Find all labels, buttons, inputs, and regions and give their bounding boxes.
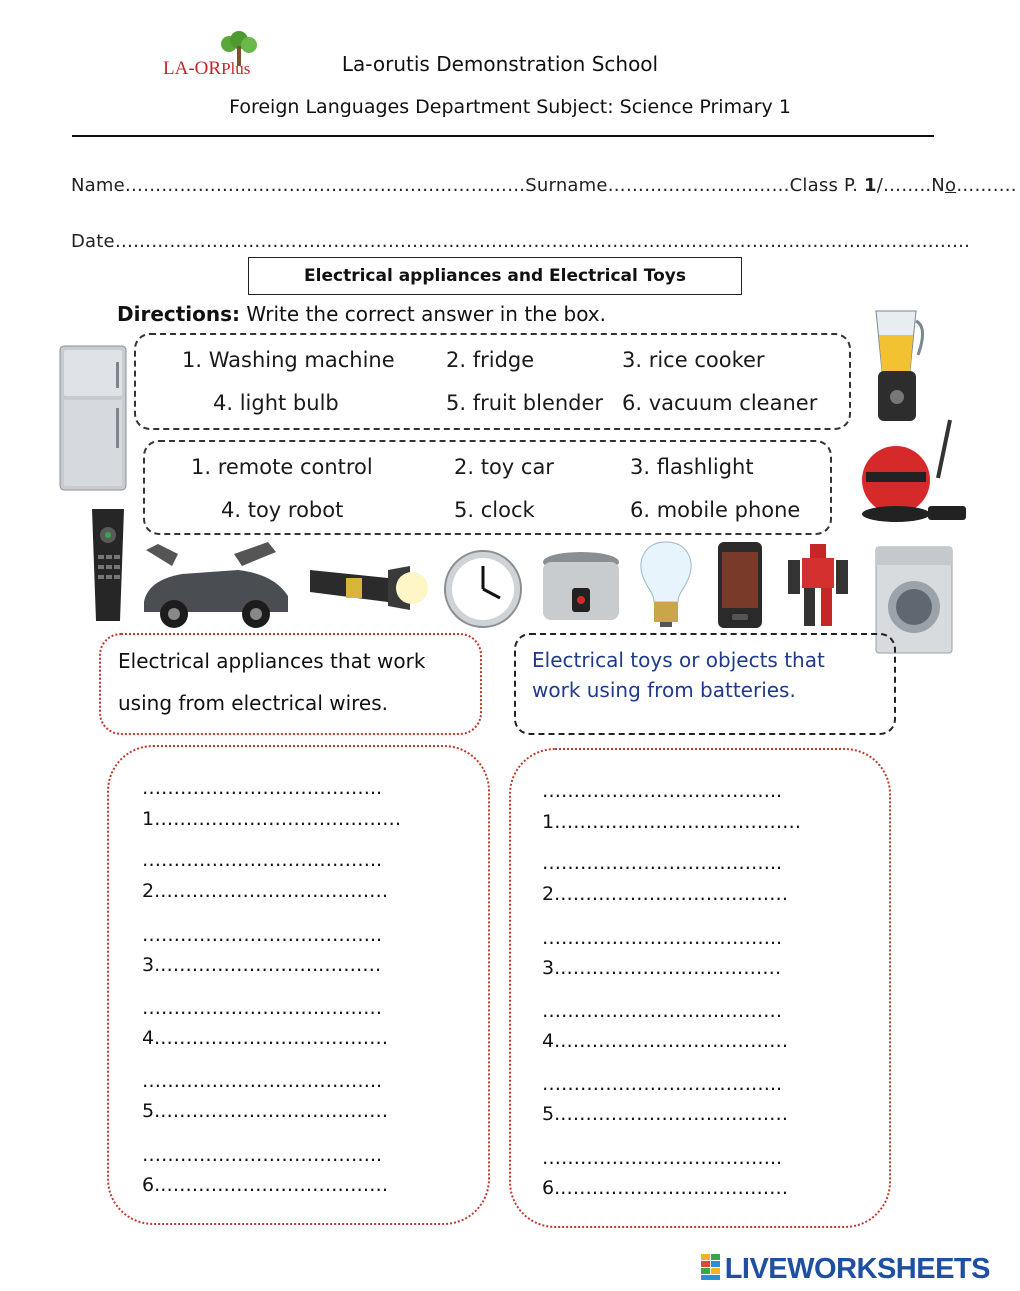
liveworksheets-brand <box>701 1253 990 1286</box>
class-number: 1 <box>864 175 877 196</box>
vacuum-icon <box>856 418 968 530</box>
school-name: La-orutis Demonstration School <box>341 52 659 76</box>
answer-blank[interactable]: ……………………………….. <box>142 1144 383 1166</box>
car-icon <box>138 540 292 632</box>
light-bulb-image[interactable] <box>636 538 696 630</box>
answer-numbered[interactable]: 5.……………………………… <box>542 1103 789 1125</box>
category-batteries-line1: Electrical toys or objects that <box>532 648 825 672</box>
clock-icon <box>442 548 524 630</box>
brand-text: LIVEWORKSHEETS <box>724 1253 990 1285</box>
department-line: Foreign Languages Department Subject: Science Primary 1 <box>229 96 791 118</box>
rice-cooker-image[interactable] <box>534 544 628 630</box>
category-batteries-line2: work using from batteries. <box>532 678 796 702</box>
word-box-toys <box>143 440 832 535</box>
answer-numbered[interactable]: 4.……………………………… <box>542 1030 789 1052</box>
answer-blank[interactable]: ……………………………….. <box>542 1147 783 1169</box>
no-rest: ………. <box>956 175 1017 196</box>
blender-icon <box>866 305 930 425</box>
answer-blank[interactable]: ……………………………….. <box>142 777 383 799</box>
mobile-phone-icon <box>714 540 766 630</box>
answer-numbered[interactable]: 5.……………………………… <box>142 1100 389 1122</box>
word-box-appliances <box>134 333 851 430</box>
name-line-label: Name…………………………………………………………Surname…………………………Class P. <box>71 175 865 196</box>
robot-icon <box>784 540 852 630</box>
toy-car-image[interactable] <box>138 540 292 632</box>
answer-blank[interactable]: ………………………..……… <box>142 997 383 1019</box>
answer-blank[interactable]: ……………………………….. <box>542 1073 783 1095</box>
remote-control-image[interactable] <box>86 505 130 625</box>
date-line[interactable]: Date…………………………………………………………………………………………………………………………… <box>71 231 971 252</box>
word-item: 1. remote control <box>191 455 373 479</box>
answer-numbered[interactable]: 2.……………………………… <box>542 883 789 905</box>
word-item: 3. rice cooker <box>622 348 765 372</box>
answer-blank[interactable]: ……………………………….. <box>542 927 783 949</box>
answer-blank[interactable]: ……………………………….. <box>142 924 383 946</box>
answer-blank[interactable]: ……………………………….. <box>142 1070 383 1092</box>
word-item: 4. toy robot <box>221 498 344 522</box>
blender-image[interactable] <box>866 305 930 425</box>
answer-box-wires <box>107 745 490 1225</box>
worksheet-title: Electrical appliances and Electrical Toys <box>248 257 742 295</box>
answer-numbered[interactable]: 2.……………………………… <box>142 880 389 902</box>
answer-numbered[interactable]: 1………………………………… <box>542 811 802 833</box>
logo-text-plus: Plus <box>221 59 251 78</box>
word-item: 3. flashlight <box>630 455 754 479</box>
word-item: 6. mobile phone <box>630 498 801 522</box>
directions-text: Write the correct answer in the box. <box>240 302 607 326</box>
class-rest: /……..N <box>876 175 945 196</box>
answer-box-batteries <box>509 748 891 1228</box>
liveworksheets-logo-icon <box>701 1254 721 1280</box>
header-divider <box>72 135 934 137</box>
answer-blank[interactable]: ……………………………….. <box>542 780 783 802</box>
fridge-image[interactable] <box>54 342 132 494</box>
answer-blank[interactable]: ……………………………….. <box>542 852 783 874</box>
remote-icon <box>86 505 130 625</box>
answer-blank[interactable]: ……………………………….. <box>142 849 383 871</box>
logo-text-main: LA-OR <box>163 58 222 79</box>
word-item: 4. light bulb <box>213 391 339 415</box>
name-line[interactable] <box>71 175 1017 196</box>
answer-numbered[interactable]: 3.……………………..……… <box>542 957 782 979</box>
clock-image[interactable] <box>442 548 524 630</box>
word-item: 5. clock <box>454 498 535 522</box>
flashlight-icon <box>306 552 430 620</box>
light-bulb-icon <box>636 538 696 630</box>
word-item: 6. vacuum cleaner <box>622 391 818 415</box>
answer-numbered[interactable]: 3.……………………..……… <box>142 954 382 976</box>
rice-cooker-icon <box>534 544 628 630</box>
answer-numbered[interactable]: 4.……………………………… <box>142 1027 389 1049</box>
directions <box>117 302 606 326</box>
category-wires-box <box>99 633 482 735</box>
category-wires-line2: using from electrical wires. <box>118 691 389 715</box>
vacuum-cleaner-image[interactable] <box>856 418 968 530</box>
category-batteries-box <box>514 633 896 735</box>
directions-label: Directions: <box>117 302 241 326</box>
word-item: 1. Washing machine <box>182 348 395 372</box>
answer-numbered[interactable]: 1………………………………… <box>142 808 402 830</box>
answer-numbered[interactable]: 6.……………………………… <box>142 1174 389 1196</box>
flashlight-image[interactable] <box>306 552 430 620</box>
no-o: o <box>944 175 957 196</box>
category-wires-line1: Electrical appliances that work <box>118 649 426 673</box>
fridge-icon <box>54 342 132 494</box>
word-item: 5. fruit blender <box>446 391 604 415</box>
toy-robot-image[interactable] <box>784 540 852 630</box>
answer-blank[interactable]: ………………………..……… <box>542 1000 783 1022</box>
word-item: 2. toy car <box>454 455 554 479</box>
mobile-phone-image[interactable] <box>714 540 766 630</box>
answer-numbered[interactable]: 6.……………………………… <box>542 1177 789 1199</box>
word-item: 2. fridge <box>446 348 535 372</box>
